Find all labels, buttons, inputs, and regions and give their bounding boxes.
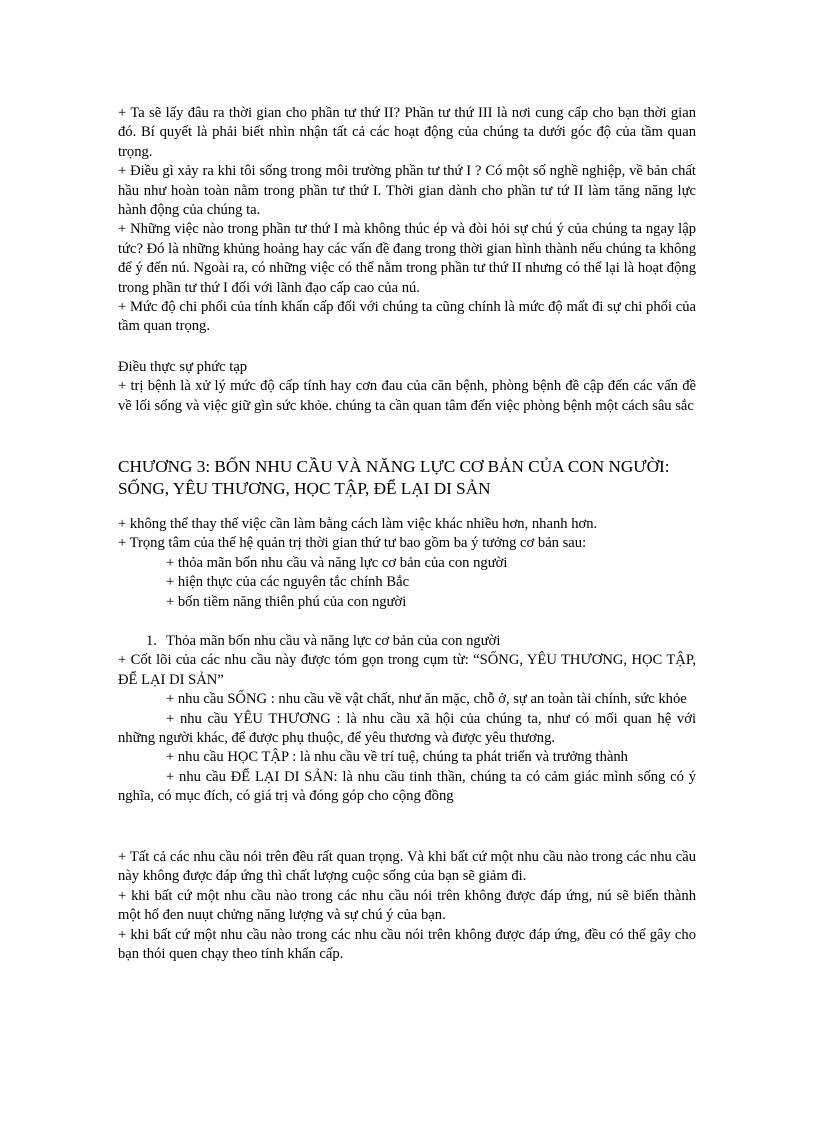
unmet-paragraph: + Tất cả các nhu cầu nói trên đều rất quan trọng. Và khi bất cứ một nhu cầu nào trong các nhu cầu này không được đáp ứng thì chất lượng cuộc sống của bạn sẽ giảm đi. xyxy=(118,849,696,885)
paragraph-quadrant-i: + Điều gì xảy ra khi tôi sống trong môi trường phần tư thứ I ? Có một số nghề nghiệp, về bản chất hầu như hoàn toàn nằm trong phần tư thứ I. Thời gian dành cho phần tư tứ II làm tăng năng lực hành động của chúng ta. xyxy=(118,163,696,219)
numbered-heading xyxy=(118,632,696,651)
needs-section xyxy=(118,632,696,807)
idea-item: + thỏa mãn bốn nhu cầu và năng lực cơ bản của con người xyxy=(166,554,508,571)
numbered-heading-text: Thỏa mãn bốn nhu cầu và năng lực cơ bản của con người xyxy=(166,633,501,649)
needs-intro: + Cốt lõi của các nhu cầu này được tóm gọn trong cụm từ: “SỐNG, YÊU THƯƠNG, HỌC TẬP, ĐỂ LẠI DI SẢN” xyxy=(118,652,696,688)
complex-section-title: Điều thực sự phức tạp xyxy=(118,359,248,375)
management-section xyxy=(118,515,696,612)
chapter-heading: CHƯƠNG 3: BỐN NHU CẦU VÀ NĂNG LỰC CƠ BẢN CỦA CON NGƯỜI: SỐNG, YÊU THƯƠNG, HỌC TẬP, ĐỂ LẠI DI SẢN xyxy=(118,457,670,498)
management-line-2: + Trọng tâm của thế hệ quản trị thời gian thứ tư bao gồm ba ý tưởng cơ bản sau: xyxy=(118,535,587,552)
idea-item: + hiện thực của các nguyên tắc chính Bắc xyxy=(166,574,410,591)
chapter-heading-block xyxy=(118,456,696,499)
quadrant-paragraphs xyxy=(118,104,696,337)
need-item: + nhu cầu HỌC TẬP : là nhu cầu về trí tuệ, chúng ta phát triển và trưởng thành xyxy=(166,749,628,766)
list-number: 1. xyxy=(146,633,157,649)
complex-section-text: + trị bệnh là xử lý mức độ cấp tính hay cơn đau của căn bệnh, phòng bệnh đề cập đến các vấn đề về lối sống và việc giữ gìn sức khỏe. chúng ta cần quan tâm đến việc phòng bệnh một cách sâu sắc xyxy=(118,378,696,414)
paragraph-urgency: + Mức độ chi phối của tính khẩn cấp đối với chúng ta cũng chính là mức độ mất đi sự chi phối của tầm quan trọng. xyxy=(118,299,696,335)
unmet-paragraph: + khi bất cứ một nhu cầu nào trong các nhu cầu nói trên không được đáp ứng, nú sẽ biến thành một hố đen nuụt chửng năng lượng và sự chú ý của bạn. xyxy=(118,887,696,924)
management-line-1: + không thể thay thế việc cần làm bằng cách làm việc khác nhiều hơn, nhanh hơn. xyxy=(118,516,598,532)
need-item: + nhu cầu SỐNG : nhu cầu về vật chất, như ăn mặc, chỗ ở, sự an toàn tài chính, sức khỏe xyxy=(166,691,687,708)
idea-item: + bốn tiềm năng thiên phú của con người xyxy=(166,593,407,610)
paragraph-quadrant-i-urgent: + Những việc nào trong phần tư thứ I mà không thúc ép và đòi hỏi sự chú ý của chúng ta ngay lập tức? Đó là những khủng hoảng hay các vấn đề đang trong thời gian hình thành nếu chúng ta không để ý đến nú. Ngoài ra, có những việc có thể nằm trong phần tư thứ II nhưng có thể lại là hoạt động trong phần tư thứ I đối với lãnh đạo cấp cao của nú. xyxy=(118,221,696,296)
unmet-needs-section xyxy=(118,848,696,964)
need-item: + nhu cầu ĐỂ LẠI DI SẢN: là nhu cầu tinh thần, chúng ta có cảm giác mình sống có ý nghĩa, có mục đích, có giá trị và đóng góp cho cộng đồng xyxy=(118,768,696,805)
paragraph-quadrant-iii: + Ta sẽ lấy đâu ra thời gian cho phần tư thứ II? Phần tư thứ III là nơi cung cấp cho bạn thời gian đó. Bí quyết là phải biết nhìn nhận tất cả các hoạt động của chúng ta dưới góc độ của tầm quan trọng. xyxy=(118,105,696,160)
complex-section xyxy=(118,358,696,416)
unmet-paragraph: + khi bất cứ một nhu cầu nào trong các nhu cầu nói trên không được đáp ứng, đều có thể gây cho bạn thói quen chạy theo tính khẩn cấp. xyxy=(118,926,696,963)
need-item: + nhu cầu YÊU THƯƠNG : là nhu cầu xã hội của chúng ta, như có mối quan hệ với những người khác, để được phụ thuộc, để yêu thương và được yêu thương. xyxy=(118,710,696,747)
